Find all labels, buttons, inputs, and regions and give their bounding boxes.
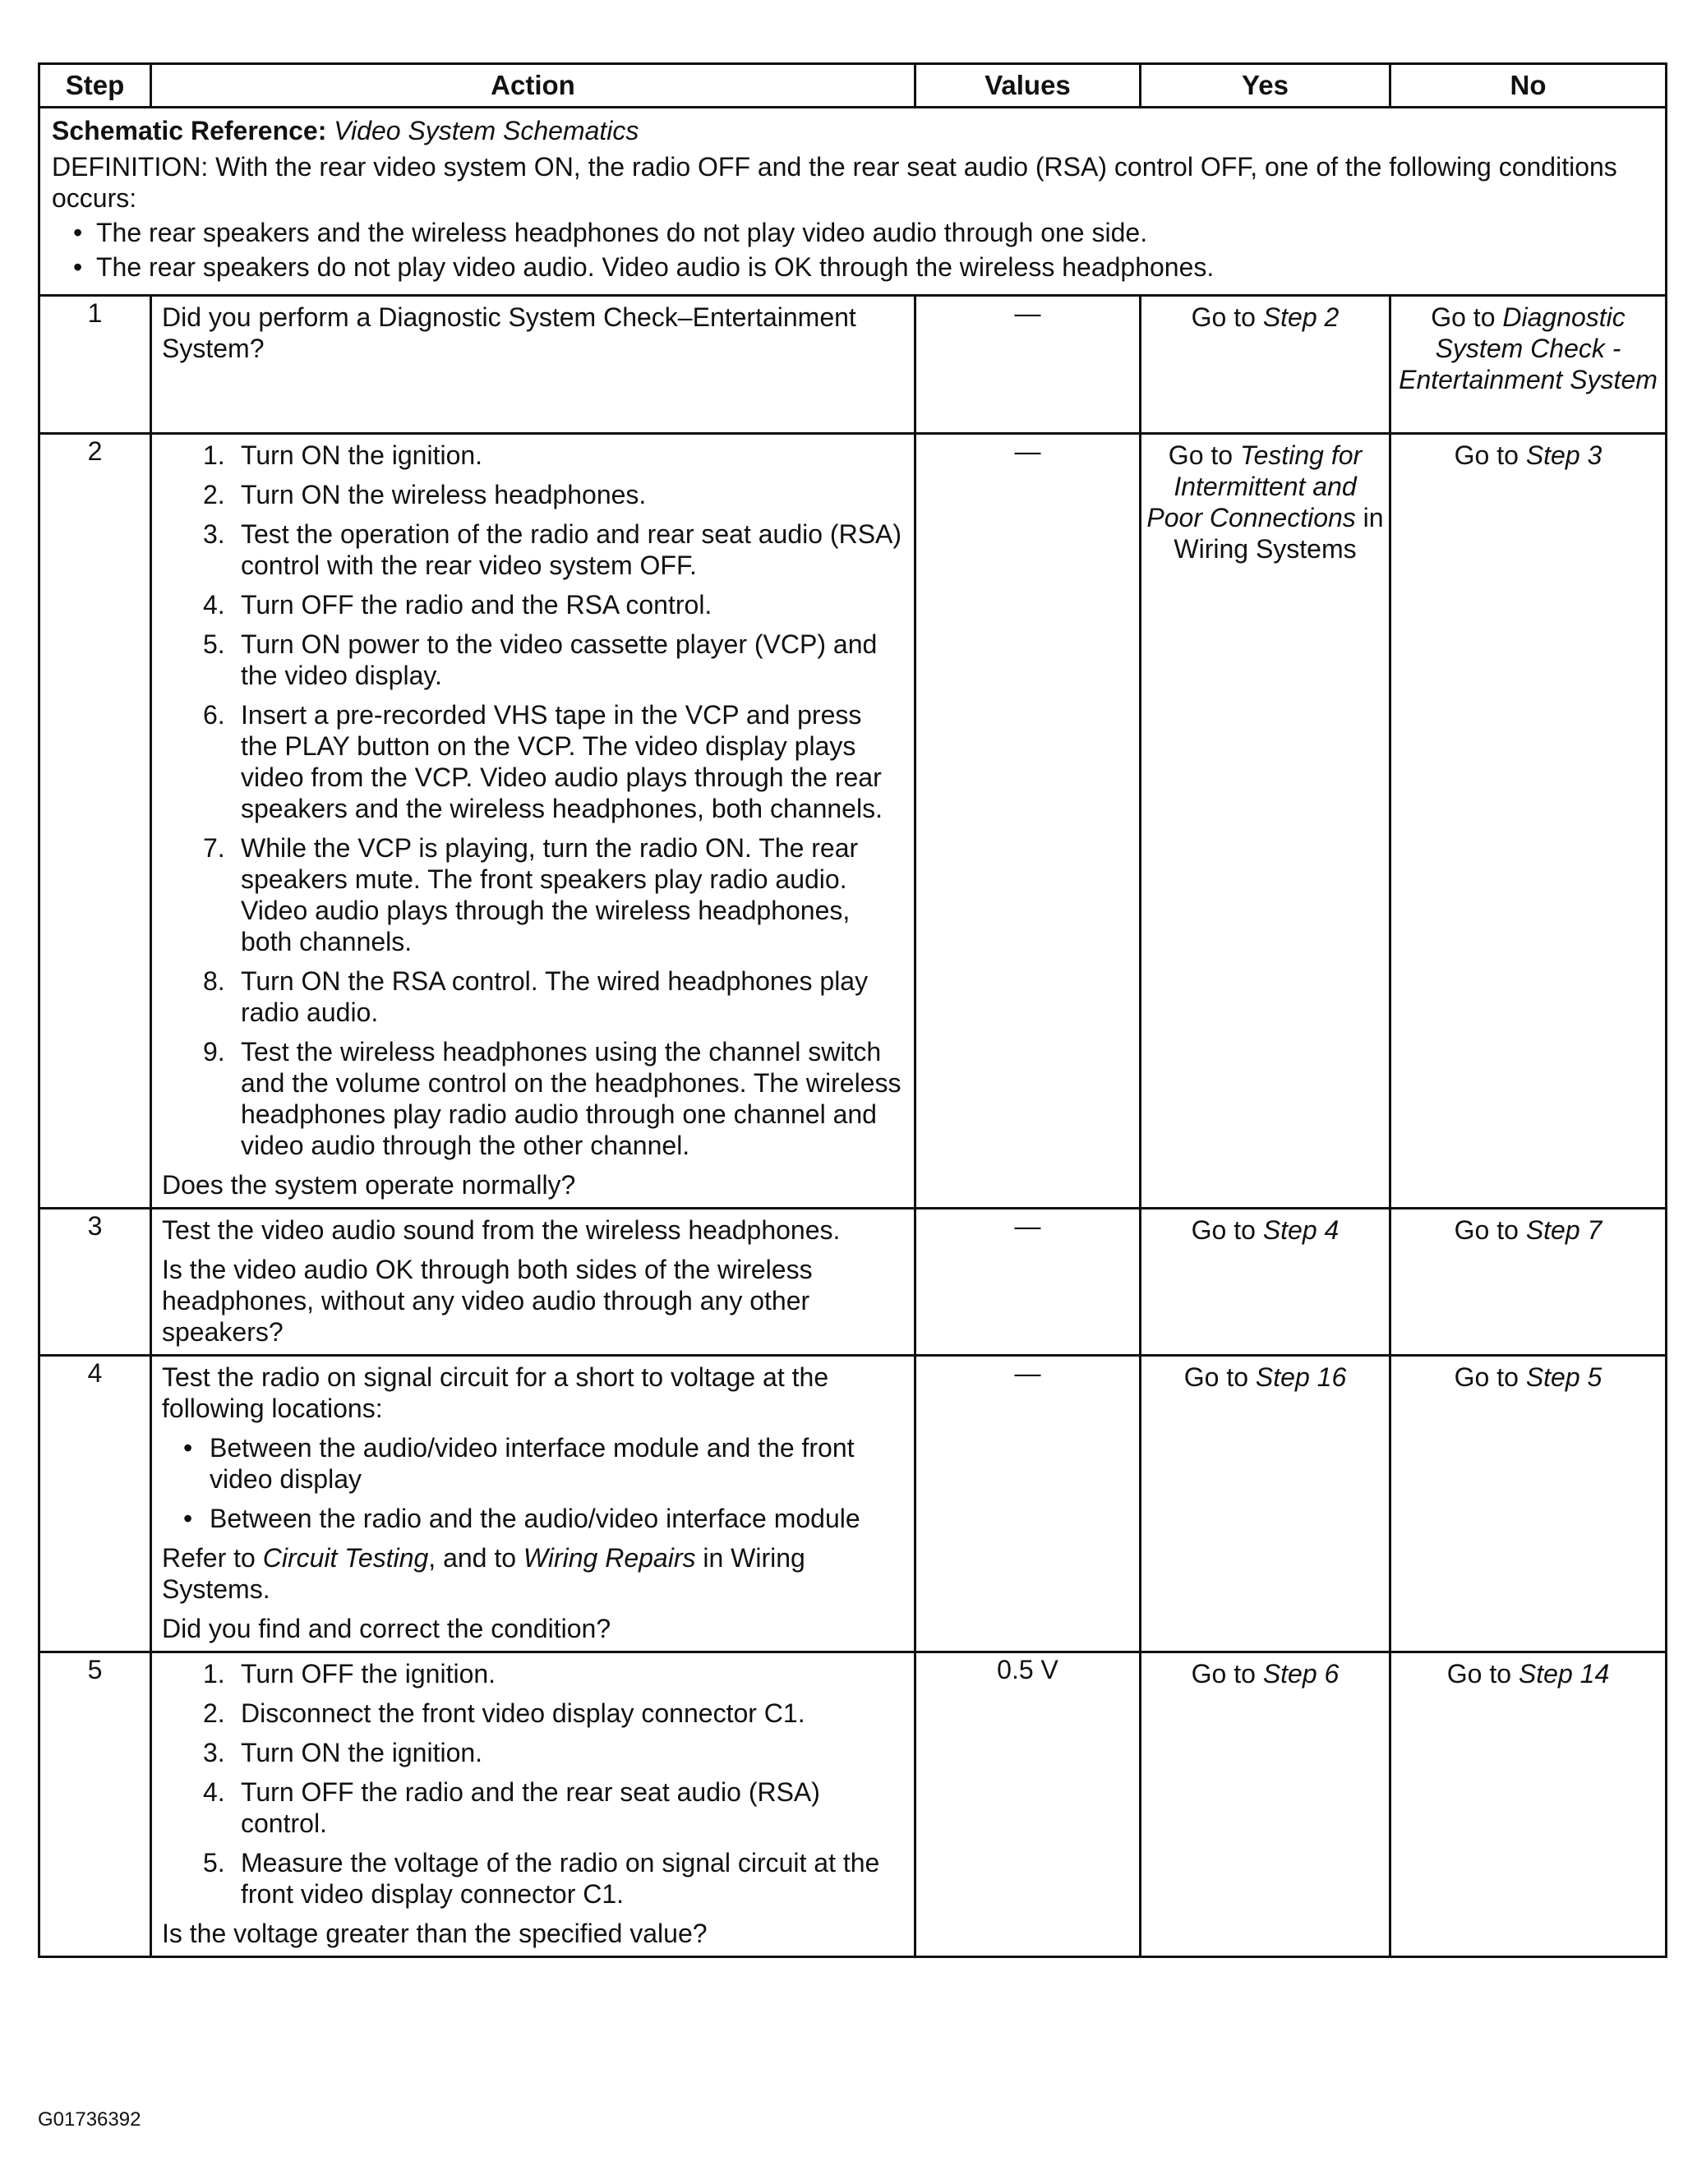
no-link[interactable]: Diagnostic System Check - Entertainment System bbox=[1399, 302, 1658, 394]
refer-text: Refer to Circuit Testing, and to Wiring Repairs in Wiring Systems. bbox=[162, 1543, 805, 1604]
step-number: 4 bbox=[39, 1356, 151, 1652]
condition-item: • The rear speakers do not play video audio. Video audio is OK through the wireless headphones. bbox=[73, 251, 1653, 283]
procedure-step: 5. Measure the voltage of the radio on signal circuit at the front video display connector C1. bbox=[203, 1848, 880, 1909]
schematic-reference-cell bbox=[39, 108, 1667, 296]
no-cell bbox=[1390, 1652, 1667, 1957]
yes-link[interactable]: Step 16 bbox=[1255, 1362, 1347, 1392]
header-yes: Yes bbox=[1141, 64, 1390, 108]
no-cell bbox=[1390, 296, 1667, 434]
yes-link[interactable]: Testing for Intermittent and Poor Connections bbox=[1146, 440, 1363, 532]
no-link[interactable]: Step 5 bbox=[1525, 1362, 1602, 1392]
procedure-step: 3. Test the operation of the radio and rear seat audio (RSA) control with the rear video system OFF. bbox=[203, 519, 902, 580]
action-cell bbox=[151, 1356, 915, 1652]
no-link[interactable]: Step 14 bbox=[1518, 1659, 1610, 1689]
action-intro: Test the radio on signal circuit for a short to voltage at the following locations: bbox=[162, 1362, 829, 1423]
location-item: • Between the audio/video interface module and the front video display bbox=[183, 1432, 904, 1495]
yes-prefix: Go to bbox=[1191, 1659, 1263, 1689]
wiring-repairs-link[interactable]: Wiring Repairs bbox=[523, 1543, 696, 1573]
yes-cell bbox=[1141, 1652, 1390, 1957]
circuit-testing-link[interactable]: Circuit Testing bbox=[262, 1543, 429, 1573]
action-question: Did you find and correct the condition? bbox=[162, 1614, 611, 1643]
no-cell bbox=[1390, 1209, 1667, 1356]
header-values: Values bbox=[915, 64, 1141, 108]
yes-cell bbox=[1141, 296, 1390, 434]
no-prefix: Go to bbox=[1454, 440, 1526, 470]
step-number: 5 bbox=[39, 1652, 151, 1957]
schematic-reference-value: Video System Schematics bbox=[334, 116, 639, 145]
procedure-step: 9. Test the wireless headphones using the channel switch and the volume control on the headphones. The wireless headphones play radio audio through one channel and video audio through the other channel. bbox=[203, 1037, 902, 1160]
procedure-step: 5. Turn ON power to the video cassette player (VCP) and the video display. bbox=[203, 629, 878, 690]
header-row bbox=[39, 64, 1667, 108]
procedure-step: 1. Turn OFF the ignition. bbox=[203, 1659, 496, 1689]
values-cell: — bbox=[915, 1209, 1141, 1356]
step-row-5 bbox=[39, 1652, 1667, 1957]
yes-cell bbox=[1141, 434, 1390, 1209]
yes-cell bbox=[1141, 1356, 1390, 1652]
procedure-step: 3. Turn ON the ignition. bbox=[203, 1738, 483, 1767]
condition-item: • The rear speakers and the wireless headphones do not play video audio through one side. bbox=[73, 217, 1653, 248]
yes-cell bbox=[1141, 1209, 1390, 1356]
no-prefix: Go to bbox=[1454, 1215, 1526, 1245]
no-cell bbox=[1390, 1356, 1667, 1652]
step-row-2 bbox=[39, 434, 1667, 1209]
header-no: No bbox=[1390, 64, 1667, 108]
step-row-3 bbox=[39, 1209, 1667, 1356]
location-item: • Between the radio and the audio/video interface module bbox=[183, 1503, 904, 1534]
no-prefix: Go to bbox=[1431, 302, 1503, 332]
procedure-step: 6. Insert a pre-recorded VHS tape in the VCP and press the PLAY button on the VCP. The video display plays video from the VCP. Video audio plays through the rear speakers and the wireless headphones, both channels. bbox=[203, 700, 883, 823]
action-question: Did you perform a Diagnostic System Check–Entertainment System? bbox=[162, 302, 856, 363]
no-prefix: Go to bbox=[1446, 1659, 1519, 1689]
procedure-list bbox=[162, 440, 904, 1161]
action-text: Test the video audio sound from the wireless headphones. bbox=[162, 1215, 841, 1245]
procedure-list bbox=[162, 1658, 904, 1910]
header-action: Action bbox=[151, 64, 915, 108]
yes-suffix: in Wiring Systems bbox=[1174, 503, 1384, 564]
yes-prefix: Go to bbox=[1191, 1215, 1263, 1245]
values-cell: 0.5 V bbox=[915, 1652, 1141, 1957]
yes-prefix: Go to bbox=[1183, 1362, 1256, 1392]
procedure-step: 2. Disconnect the front video display connector C1. bbox=[203, 1698, 805, 1728]
schematic-reference bbox=[52, 115, 1653, 146]
action-question: Is the video audio OK through both sides of the wireless headphones, without any video audio through any other speakers? bbox=[162, 1255, 813, 1347]
step-row-4 bbox=[39, 1356, 1667, 1652]
procedure-step: 4. Turn OFF the radio and the RSA control. bbox=[203, 590, 712, 620]
procedure-step: 1. Turn ON the ignition. bbox=[203, 440, 483, 470]
yes-prefix: Go to bbox=[1168, 440, 1240, 470]
diagnostic-table-container bbox=[38, 62, 1665, 1958]
action-cell bbox=[151, 1209, 915, 1356]
step-row-1 bbox=[39, 296, 1667, 434]
yes-link[interactable]: Step 2 bbox=[1262, 302, 1340, 332]
action-cell bbox=[151, 434, 915, 1209]
location-list bbox=[162, 1432, 904, 1534]
values-cell: — bbox=[915, 296, 1141, 434]
schematic-reference-label: Schematic Reference: bbox=[52, 116, 327, 145]
step-number: 2 bbox=[39, 434, 151, 1209]
no-cell bbox=[1390, 434, 1667, 1209]
action-question: Does the system operate normally? bbox=[162, 1170, 576, 1200]
diagnostic-table bbox=[38, 62, 1667, 1958]
procedure-step: 2. Turn ON the wireless headphones. bbox=[203, 480, 647, 509]
no-prefix: Go to bbox=[1454, 1362, 1526, 1392]
procedure-step: 8. Turn ON the RSA control. The wired headphones play radio audio. bbox=[203, 966, 869, 1027]
definition-conditions bbox=[52, 217, 1653, 283]
values-cell: — bbox=[915, 1356, 1141, 1652]
schematic-reference-row bbox=[39, 108, 1667, 296]
header-step: Step bbox=[39, 64, 151, 108]
yes-prefix: Go to bbox=[1191, 302, 1263, 332]
action-cell bbox=[151, 1652, 915, 1957]
procedure-step: 7. While the VCP is playing, turn the radio ON. The rear speakers mute. The front speakers play radio audio. Video audio plays through the wireless headphones, both channels. bbox=[203, 833, 859, 956]
procedure-step: 4. Turn OFF the radio and the rear seat audio (RSA) control. bbox=[203, 1777, 820, 1838]
values-cell: — bbox=[915, 434, 1141, 1209]
action-cell bbox=[151, 296, 915, 434]
yes-link[interactable]: Step 4 bbox=[1262, 1215, 1340, 1245]
figure-id: G01736392 bbox=[38, 2108, 141, 2131]
step-number: 1 bbox=[39, 296, 151, 434]
action-question: Is the voltage greater than the specified value? bbox=[162, 1919, 708, 1948]
definition-text: DEFINITION: With the rear video system ON, the radio OFF and the rear seat audio (RSA) control OFF, one of the following conditions occurs: bbox=[52, 152, 1617, 213]
no-link[interactable]: Step 3 bbox=[1525, 440, 1602, 470]
no-link[interactable]: Step 7 bbox=[1525, 1215, 1602, 1245]
step-number: 3 bbox=[39, 1209, 151, 1356]
yes-link[interactable]: Step 6 bbox=[1262, 1659, 1340, 1689]
